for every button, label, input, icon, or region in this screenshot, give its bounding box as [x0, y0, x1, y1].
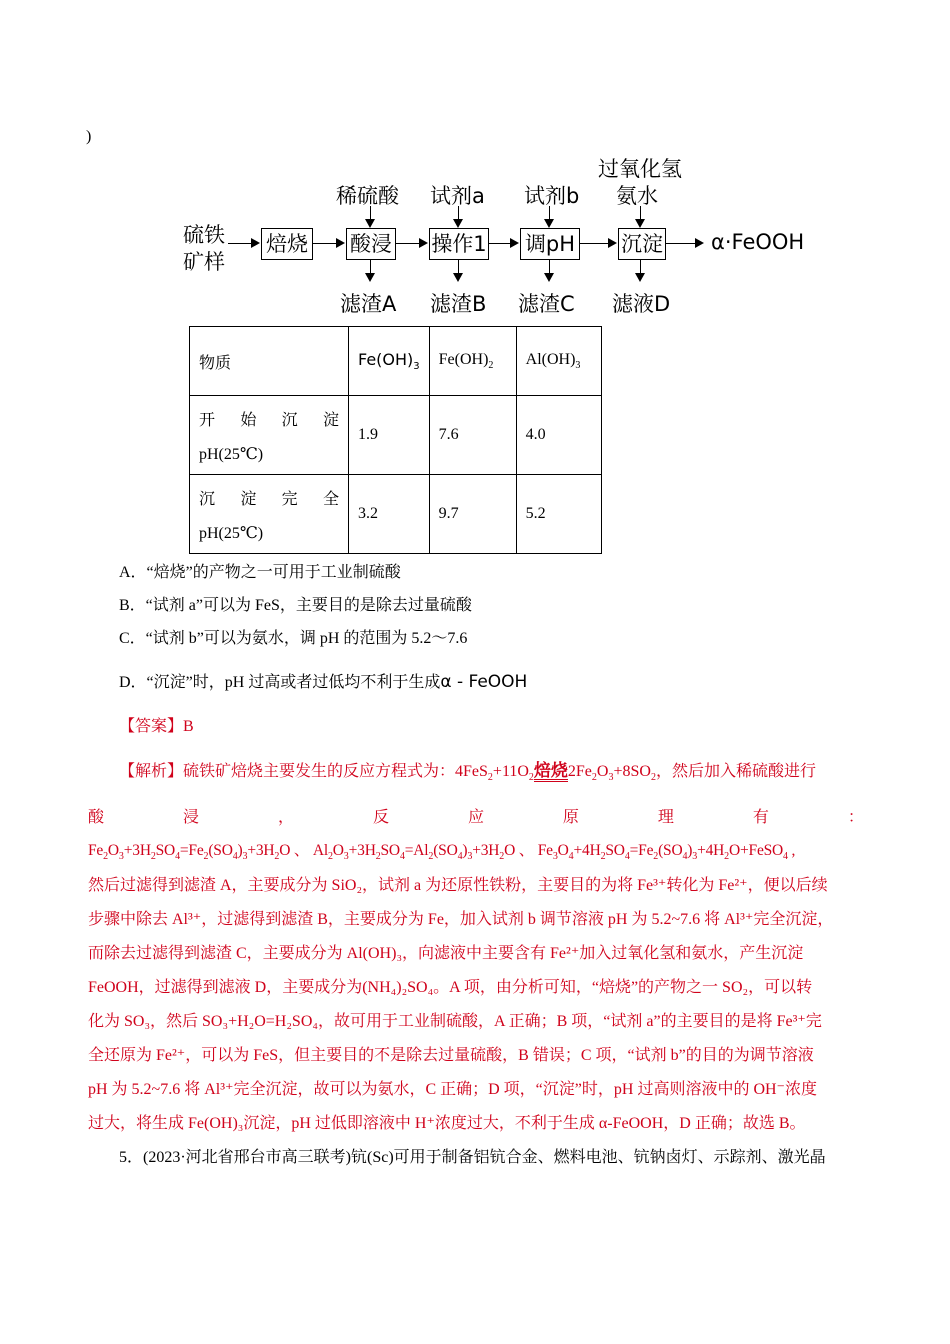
stray-paren: )	[86, 128, 92, 145]
arrow	[370, 260, 371, 280]
output-residue-a: 滤渣A	[340, 292, 397, 316]
table-cell: 4.0	[516, 396, 601, 475]
step-precipitate: 沉淀	[618, 228, 666, 260]
analysis-line-9: 全还原为 Fe²⁺，可以为 FeS，但主要目的不是除去过量硫酸，B 错误；C 项，“试剂 b”的目的为调节溶液	[88, 1047, 814, 1064]
arrow	[370, 206, 371, 226]
analysis-line-10: pH 为 5.2~7.6 将 Al³⁺完全沉淀，故可以为氨水，C 正确；D 项，“沉淀”时，pH 过高则溶液中的 OH⁻浓度	[88, 1081, 817, 1098]
output-residue-c: 滤渣C	[518, 292, 575, 316]
reagent-dilute-h2so4: 稀硫酸	[336, 184, 399, 208]
table-cell: 5.2	[516, 475, 601, 554]
arrow	[228, 243, 258, 244]
arrow	[396, 243, 426, 244]
arrow	[458, 260, 459, 280]
header-cell: 物质	[190, 327, 349, 396]
arrow	[580, 243, 615, 244]
reaction-condition: 焙烧	[533, 761, 568, 780]
analysis-line-11: 过大，将生成 Fe(OH)₃沉淀，pH 过低即溶液中 H⁺浓度过大，不利于生成 α-FeOOH，D 正确；故选 B。	[88, 1115, 806, 1132]
reagent-h2o2: 过氧化氢	[598, 157, 682, 181]
step-acid-leach: 酸浸	[346, 228, 396, 260]
reagent-a: 试剂a	[430, 184, 485, 208]
next-question: 5．(2023·河北省邢台市高三联考)钪(Sc)可用于制备铝钪合金、燃料电池、钪钠卤灯、示踪剂、激光晶	[119, 1149, 826, 1166]
output-filtrate-d: 滤液D	[612, 292, 671, 316]
option-a: A．“焙烧”的产物之一可用于工业制硫酸	[119, 564, 401, 581]
header-cell: $Fe(OH)_3$	[349, 327, 430, 396]
ph-table	[189, 326, 602, 554]
output-residue-b: 滤渣B	[430, 292, 487, 316]
header-cell: $Al(OH)_3$	[516, 327, 601, 396]
analysis-line-7: FeOOH，过滤得到滤液 D，主要成分为(NH₄)₂SO₄。A 项，由分析可知，“焙烧”的产物之一 SO₂，可以转	[88, 979, 813, 996]
input-label-2: 矿样	[183, 250, 225, 274]
option-d: D．“沉淀”时，pH 过高或者过低均不利于生成α - FeOOH	[119, 672, 528, 692]
table-cell: 9.7	[429, 475, 516, 554]
analysis-line-8: 化为 SO₃，然后 SO₃+H₂O=H₂SO₄，故可用于工业制硫酸，A 正确；B 项，“试剂 a”的主要目的是将 Fe³⁺完	[88, 1013, 822, 1030]
arrow	[666, 243, 702, 244]
input-label-1: 硫铁	[183, 223, 225, 247]
analysis-line-6: 而除去过滤得到滤渣 C，主要成分为 Al(OH)₃，向滤液中主要含有 Fe²⁺加入过氧化氢和氨水，产生沉淀	[88, 945, 804, 962]
table-cell: 7.6	[429, 396, 516, 475]
analysis-line-4: 然后过滤得到滤渣 A，主要成分为 SiO₂，试剂 a 为还原性铁粉，主要目的为将 Fe³⁺转化为 Fe²⁺，便以后续	[88, 877, 828, 894]
table-cell: 1.9	[349, 396, 430, 475]
analysis-line-1: 【解析】硫铁矿焙烧主要发生的反应方程式为：$4FeS_2+11O_2$焙烧$2Fe_2O_3+8SO_2$，然后加入稀硫酸进行	[119, 761, 816, 784]
analysis-line-2: 酸 浸 ， 反 应 原 理 有 ：	[88, 809, 864, 826]
step-roast: 焙烧	[261, 228, 313, 260]
answer: 【答案】B	[119, 718, 194, 735]
reagent-ammonia: 氨水	[616, 184, 658, 208]
row-label: 沉 淀 完 全 pH(25℃)	[190, 475, 349, 554]
step-adjust-ph: 调pH	[520, 228, 580, 260]
product-label: α·FeOOH	[711, 230, 805, 254]
arrow	[640, 206, 641, 226]
option-b: B．“试剂 a”可以为 FeS，主要目的是除去过量硫酸	[119, 597, 472, 614]
step-operation-1: 操作1	[429, 228, 489, 260]
reagent-b: 试剂b	[524, 184, 580, 208]
arrow	[640, 260, 641, 280]
row-label: 开 始 沉 淀 pH(25℃)	[190, 396, 349, 475]
arrow	[489, 243, 517, 244]
table-cell: 3.2	[349, 475, 430, 554]
arrow	[549, 260, 550, 280]
analysis-line-5: 步骤中除去 Al³⁺，过滤得到滤渣 B，主要成分为 Fe，加入试剂 b 调节溶液 pH 为 5.2~7.6 将 Al³⁺完全沉淀，	[88, 911, 834, 928]
analysis-equations: $Fe_2O_3+3H_2SO_4=Fe_2(SO_4)_3+3H_2O$ 、 $Al_2O_3+3H_2SO_4=Al_2(SO_4)_3+3H_2O$ 、 $Fe_3O_4+4H_2SO_4=Fe_2(SO_4)_3+4H_2O+FeSO_4$ ,	[88, 842, 796, 863]
arrow	[549, 206, 550, 226]
option-c: C．“试剂 b”可以为氨水，调 pH 的范围为 5.2～7.6	[119, 630, 468, 647]
header-cell: $Fe(OH)_2$	[429, 327, 516, 396]
arrow	[458, 206, 459, 226]
arrow	[313, 243, 343, 244]
